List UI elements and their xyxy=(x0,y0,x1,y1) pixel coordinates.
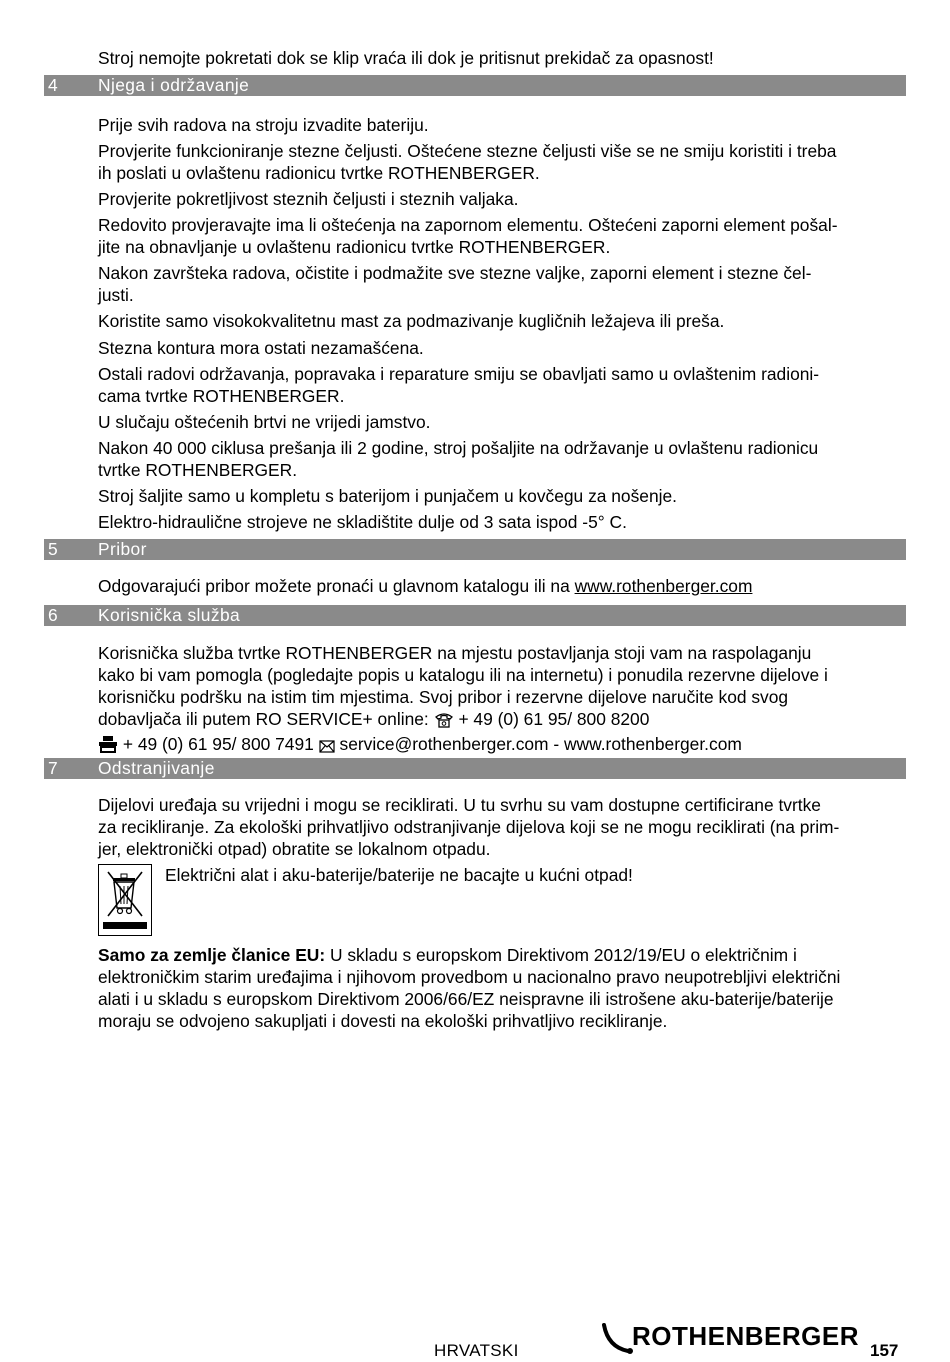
page-number: 157 xyxy=(870,1341,899,1360)
section-number: 5 xyxy=(48,539,58,559)
maintenance-paragraph: Provjerite funkcioniranje stezne čeljusti. Oštećene stezne čeljusti više se ne smiju koristiti i treba ih poslati u ovlaštenu radionicu tvrtke ROTHENBERGER. xyxy=(98,141,837,183)
maintenance-paragraph: Stezna kontura mora ostati nezamašćena. xyxy=(98,338,424,358)
maintenance-paragraph: Elektro-hidraulične strojeve ne skladištite dulje od 3 sata ispod -5° C. xyxy=(98,512,627,532)
section-header-disposal xyxy=(44,758,906,779)
maintenance-paragraph: U slučaju oštećenih brtvi ne vrijedi jamstvo. xyxy=(98,412,431,432)
envelope-icon xyxy=(319,736,335,758)
maintenance-paragraph: Redovito provjeravajte ima li oštećenja na zapornom elementu. Oštećeni zaporni element pošal- jite na obnavljanje u ovlaštenu radionicu tvrtke ROTHENBERGER. xyxy=(98,215,838,257)
maintenance-paragraph: Koristite samo visokokvalitetnu mast za podmazivanje kugličnih ležajeva ili preša. xyxy=(98,311,725,331)
section-title: Odstranjivanje xyxy=(98,758,215,778)
section-header-accessories xyxy=(44,539,906,560)
crossed-bin-icon xyxy=(98,864,152,936)
section-number: 4 xyxy=(48,75,58,95)
maintenance-paragraph: Ostali radovi održavanja, popravaka i reparature smiju se obavljati samo u ovlaštenim radioni- cama tvrtke ROTHENBERGER. xyxy=(98,364,820,406)
accessories-paragraph: Odgovarajući pribor možete pronaći u glavnom katalogu ili na www.rothenberger.com xyxy=(98,576,753,596)
maintenance-paragraph: Nakon završteka radova, očistite i podmažite sve stezne valjke, zaporni element i stezne čel- justi. xyxy=(98,263,812,305)
disposal-paragraph: Dijelovi uređaja su vrijedni i mogu se reciklirati. U tu svrhu su vam dostupne certificirane tvrtke za recikliranje. Za ekološki prihvatljivo odstranjivanje dijelova koji se ne mogu reciklirati (na prim- jer, elektronički otpad) obratite se lokalnom otpadu. xyxy=(98,795,840,859)
telephone-icon xyxy=(434,711,454,733)
email-and-website[interactable]: service@rothenberger.com - www.rothenberger.com xyxy=(339,734,742,754)
maintenance-paragraph: Provjerite pokretljivost steznih čeljusti i steznih valjaka. xyxy=(98,189,519,209)
weee-warning-text: Električni alat i aku-baterije/baterije ne bacajte u kućni otpad! xyxy=(165,865,633,885)
section-header-maintenance xyxy=(44,75,906,96)
section-number: 6 xyxy=(48,605,58,625)
phone-number[interactable]: + 49 (0) 61 95/ 800 8200 xyxy=(458,709,650,729)
section-title: Korisnička služba xyxy=(98,605,241,625)
service-paragraph: Korisnička služba tvrtke ROTHENBERGER na mjestu postavljanja stoji vam na raspolaganju kako bi vam pomogla (pogledajte popis u katalogu ili na internetu) i ponudila rezervne dijelove i korisničku podršku na istim tim mjestima. Svoj pribor i rezervne dijelove naručite kod svog dobavljača ili putem RO SERVICE+ online: + 49 (0) 61 95/ 800 8200 + 49 (0) 61 95/ 800 7491 service@rothenberger.com - www.rothenberger.com xyxy=(98,642,910,758)
section-title: Pribor xyxy=(98,539,147,559)
section-number: 7 xyxy=(48,758,58,778)
brand-name: ROTHENBERGER xyxy=(632,1321,860,1351)
warning-text: Stroj nemojte pokretati dok se klip vraća ili dok je pritisnut prekidač za opasnost! xyxy=(98,48,714,68)
footer-language: HRVATSKI xyxy=(434,1341,519,1360)
maintenance-paragraph: Prije svih radova na stroju izvadite bateriju. xyxy=(98,115,429,135)
fax-icon xyxy=(98,735,118,758)
maintenance-paragraph: Stroj šaljite samo u kompletu s baterijom i punjačem u kovčegu za nošenje. xyxy=(98,486,678,506)
eu-disposal-paragraph: Samo za zemlje članice EU: U skladu s europskom Direktivom 2012/19/EU o električnim i elektroničkim starim uređajima i njihovom provedbom u nacionalno pravo neupotrebljivi električni alati i u skladu s europskom Direktivom 2006/66/EZ neispravne ili istrošene aku-baterije/baterije moraju se odvojeno sakupljati i dovesti na ekološki prihvatljivo recikliranje. xyxy=(98,945,841,1031)
section-title: Njega i održavanje xyxy=(98,75,250,95)
maintenance-paragraph: Nakon 40 000 ciklusa prešanja ili 2 godine, stroj pošaljite na održavanje u ovlaštenu radionicu tvrtke ROTHENBERGER. xyxy=(98,438,819,480)
rothenberger-logo xyxy=(598,1321,860,1361)
website-link[interactable]: www.rothenberger.com xyxy=(574,576,753,596)
fax-number[interactable]: + 49 (0) 61 95/ 800 7491 xyxy=(122,734,314,754)
section-header-customer-service xyxy=(44,605,906,626)
eu-label: Samo za zemlje članice EU: xyxy=(98,945,326,965)
